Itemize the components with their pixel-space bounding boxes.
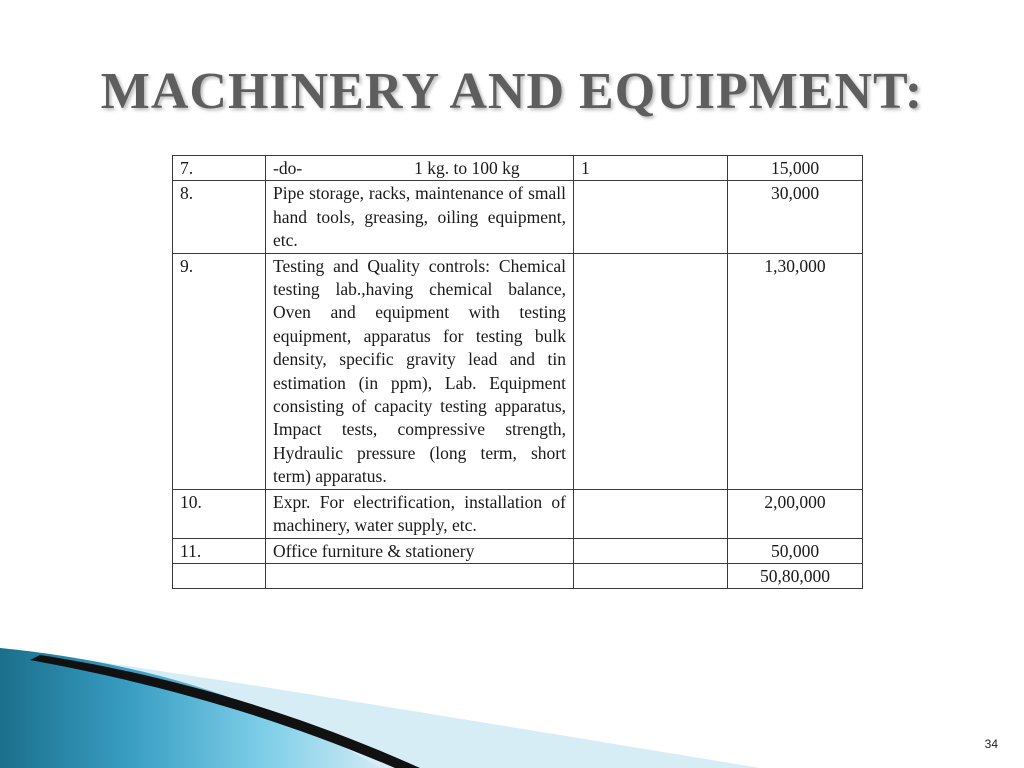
row-quantity	[574, 489, 728, 538]
row-quantity	[574, 563, 728, 588]
row-quantity	[574, 253, 728, 489]
row-cost: 15,000	[728, 156, 863, 181]
row-quantity	[574, 181, 728, 253]
row-number: 11.	[173, 538, 266, 563]
row-cost: 1,30,000	[728, 253, 863, 489]
row-number: 9.	[173, 253, 266, 489]
row-description: Testing and Quality controls: Chemical testing lab.,having chemical balance, Oven and equipment with testing equipment, apparatus for testing bulk density, specific gravity lead and tin estimation (in ppm), Lab. Equipment consisting of capacity testing apparatus, Impact tests, compressive strength, Hydraulic pressure (long term, short term) apparatus.	[266, 253, 574, 489]
table-row	[173, 489, 863, 538]
table-row	[173, 181, 863, 253]
row-quantity	[574, 538, 728, 563]
row-description: Expr. For electrification, installation of machinery, water supply, etc.	[266, 489, 574, 538]
page-number: 34	[984, 737, 998, 751]
row-cost: 2,00,000	[728, 489, 863, 538]
row-description	[266, 563, 574, 588]
row-cost: 50,000	[728, 538, 863, 563]
table-row	[173, 538, 863, 563]
row-cost: 30,000	[728, 181, 863, 253]
row-description: -do- 1 kg. to 100 kg	[266, 156, 574, 181]
row-number: 10.	[173, 489, 266, 538]
row-number: 7.	[173, 156, 266, 181]
table-row	[173, 156, 863, 181]
row-quantity: 1	[574, 156, 728, 181]
row-number: 8.	[173, 181, 266, 253]
table-total-row	[173, 563, 863, 588]
row-number	[173, 563, 266, 588]
total-cost: 50,80,000	[728, 563, 863, 588]
slide-title: MACHINERY AND EQUIPMENT:	[100, 63, 924, 120]
row-description: Office furniture & stationery	[266, 538, 574, 563]
equipment-table	[172, 155, 863, 589]
table-row	[173, 253, 863, 489]
row-description: Pipe storage, racks, maintenance of small hand tools, greasing, oiling equipment, etc.	[266, 181, 574, 253]
